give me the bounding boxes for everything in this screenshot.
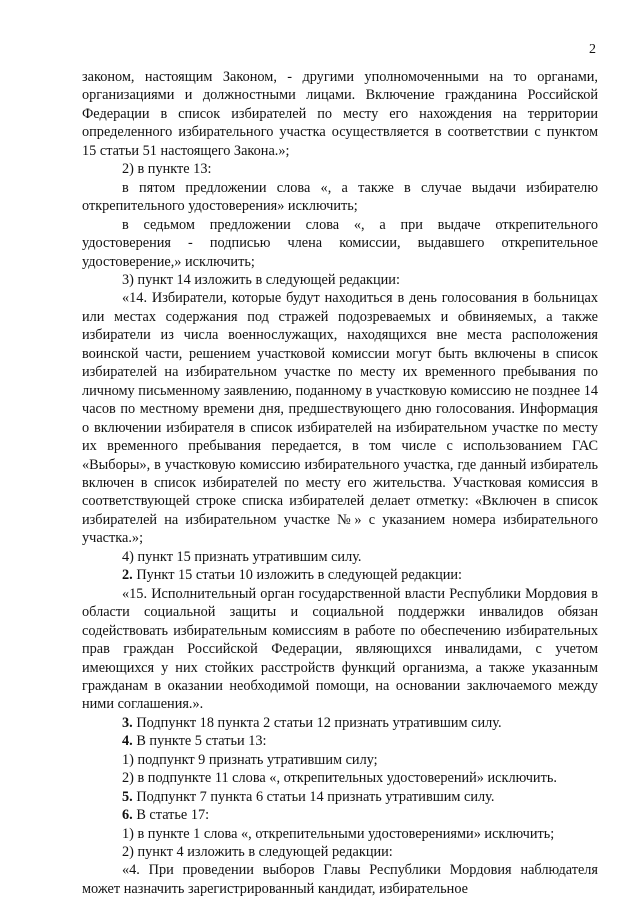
paragraph-section-2 <box>82 566 598 584</box>
paragraph-clause-15: «15. Исполнительный орган государственной власти Республики Мордовия в области социальной защиты и социальной поддержки инвалидов обязан содействовать избирательным комиссиям в работе по обеспечению избирательных прав граждан Российской Федерации, являющихся инвалидами, с учетом имеющихся у них стойких расстройств функций организма, а также указанным гражданам в оказании необходимой помощи, на основании заключаемого между ними соглашения.». <box>82 585 598 713</box>
paragraph-subitem-9: 1) подпункт 9 признать утратившим силу; <box>122 751 378 768</box>
section-number-2: 2. <box>122 567 133 584</box>
section-text-3: Подпункт 18 пункта 2 статьи 12 признать утратившим силу. <box>136 714 502 731</box>
paragraph-item-1-article-17: 1) в пункте 1 слова «, открепительными удостоверениями» исключить; <box>122 825 555 842</box>
paragraph-section-6 <box>82 806 598 824</box>
paragraph-sentence-5: в пятом предложении слова «, а также в случае выдачи избирателю открепительного удостоверения» исключить; <box>82 179 598 215</box>
paragraph-section-3 <box>82 714 598 732</box>
paragraph-item-4: 4) пункт 15 признать утратившим силу. <box>122 548 362 565</box>
page-number: 2 <box>589 42 596 57</box>
section-text-5: Подпункт 7 пункта 6 статьи 14 признать утратившим силу. <box>136 788 495 805</box>
section-text-2: Пункт 15 статьи 10 изложить в следующей редакции: <box>136 567 463 584</box>
paragraph-sentence-7: в седьмом предложении слова «, а при выдаче открепительного удостоверения - подписью члена комиссии, выдавшего открепительное удостоверение,» исключить; <box>82 216 598 270</box>
section-number-4: 4. <box>122 733 133 750</box>
paragraph-clause-4: «4. При проведении выборов Главы Республики Мордовия наблюдателя может назначить зарегистрированный кандидат, избирательное <box>82 862 598 897</box>
section-text-6: В статье 17: <box>136 807 210 824</box>
section-number-5: 5. <box>122 788 133 805</box>
section-number-3: 3. <box>122 714 133 731</box>
paragraph-section-5 <box>82 788 598 806</box>
paragraph-item-2: 2) в пункте 13: <box>122 161 212 178</box>
document-body <box>82 68 598 898</box>
paragraph-item-3: 3) пункт 14 изложить в следующей редакции: <box>122 271 400 288</box>
paragraph-clause-14: «14. Избиратели, которые будут находиться в день голосования в больницах или местах содержания под стражей подозреваемых и обвиняемых, а также избиратели из числа военнослужащих, находящихся вне места расположения воинской части, решением участковой комиссии могут быть включены в список избирателей на избирательном участке по месту их временного пребывания по личному письменному заявлению, поданному в участковую комиссию не позднее 14 часов по местному времени дня, предшествующего дню голосования. Информация о включении избирателя в список избирателей на избирательном участке по месту их временного пребывания передается, в том числе с использованием ГАС «Выборы», в участковую комиссию избирательного участка, где данный избиратель включен в список избирателей по месту его жительства. Участковая комиссия в соответствующей строке списка избирателей делает отметку: «Включен в список избирателей на избирательном участке №» с указанием номера избирательного участка.»; <box>82 290 598 547</box>
paragraph-item-2-article-17: 2) пункт 4 изложить в следующей редакции: <box>122 844 393 861</box>
paragraph-subitem-11: 2) в подпункте 11 слова «, открепительных удостоверений» исключить. <box>122 770 557 787</box>
paragraph-section-4 <box>82 732 598 750</box>
paragraph-continuation: законом, настоящим Законом, - другими уполномоченными на то органами, организациями и должностными лицами. Включение гражданина Российской Федерации в список избирателей по месту его нахождения на территории определенного избирательного участка осуществляется в соответствии с пунктом 15 статьи 51 настоящего Закона.»; <box>82 69 598 159</box>
section-text-4: В пункте 5 статьи 13: <box>136 733 267 750</box>
section-number-6: 6. <box>122 807 133 824</box>
